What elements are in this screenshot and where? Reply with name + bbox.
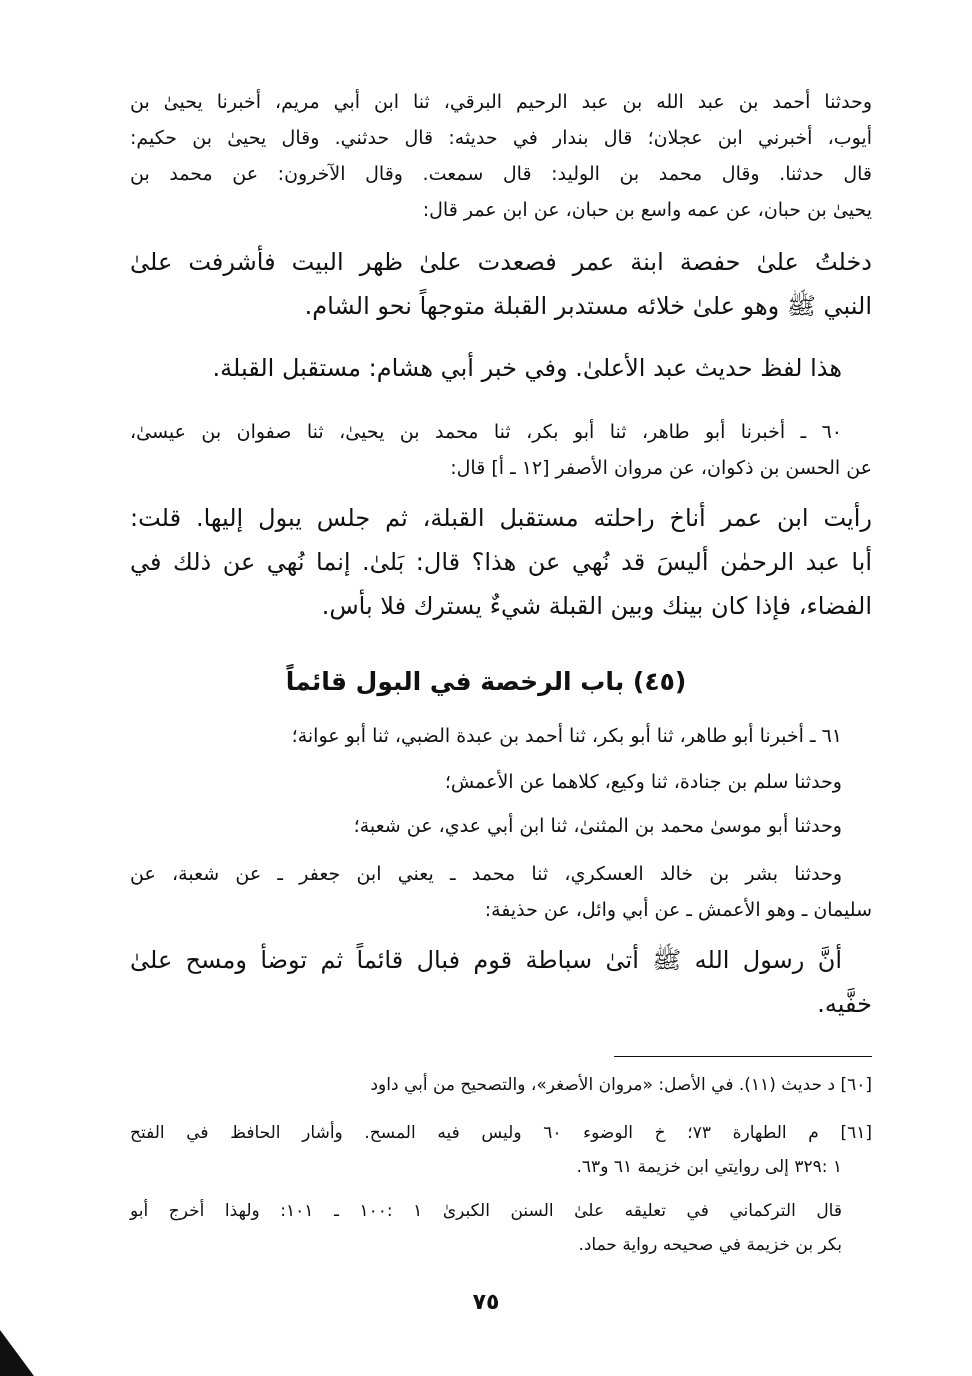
text-line: أبا عبد الرحمٰن أليسَ قد نُهي عن هذا؟ قال: بَلىٰ. إنما نُهي عن ذلك في <box>130 548 872 576</box>
text-line: قال التركماني في تعليقه علىٰ السنن الكبرىٰ ١ :١٠٠ ـ ١٠١: ولهذا أخرج أبو <box>130 1201 842 1221</box>
footnote-61-note <box>130 1194 842 1262</box>
page-number: ٧٥ <box>472 1290 500 1315</box>
text-line: ٦٠ ـ أخبرنا أبو طاهر، ثنا أبو بكر، ثنا محمد بن يحيىٰ، ثنا صفوان بن عيسىٰ، <box>130 421 842 443</box>
text-line: يحيىٰ بن حبان، عن عمه واسع بن حبان، عن ابن عمر قال: <box>422 199 872 221</box>
isnad-paragraph-60-cont <box>130 450 872 486</box>
footnote-61-cont <box>130 1150 842 1184</box>
footnote-61 <box>130 1116 872 1150</box>
hadith-text-60 <box>130 496 872 628</box>
hadith-text-61 <box>130 938 842 982</box>
text-line: وحدثنا أحمد بن عبد الله بن عبد الرحيم البرقي، ثنا ابن أبي مريم، أخبرنا يحيىٰ بن <box>130 91 872 113</box>
footnote-60 <box>150 1068 872 1102</box>
text-line: ٦١ ـ أخبرنا أبو طاهر، ثنا أبو بكر، ثنا أحمد بن عبدة الضبي، ثنا أبو عوانة؛ <box>291 725 842 747</box>
text-line: أيوب، أخبرني ابن عجلان؛ قال بندار في حديثه: قال حدثني. وقال يحيىٰ بن حكيم: <box>130 127 872 149</box>
isnad-paragraph-61c <box>170 808 842 844</box>
text-line: ١ :٣٢٩ إلى روايتي ابن خزيمة ٦١ و٦٣. <box>576 1157 842 1177</box>
scan-corner-mark <box>0 1330 34 1376</box>
text-line: وحدثنا أبو موسىٰ محمد بن المثنىٰ، ثنا ابن أبي عدي، عن شعبة؛ <box>353 815 842 837</box>
text-line: أنَّ رسول الله ﷺ أتىٰ سباطة قوم فبال قائماً ثم توضأ ومسح علىٰ <box>130 946 842 974</box>
text-line: سليمان ـ وهو الأعمش ـ عن أبي وائل، عن حذيفة: <box>484 899 872 921</box>
text-line: النبي ﷺ وهو علىٰ خلائه مستدبر القبلة متوجهاً نحو الشام. <box>304 292 872 320</box>
isnad-paragraph-61d-cont <box>130 892 872 928</box>
text-line: هذا لفظ حديث عبد الأعلىٰ. وفي خبر أبي هشام: مستقبل القبلة. <box>212 354 842 382</box>
text-line: وحدثنا سلم بن جنادة، ثنا وكيع، كلاهما عن الأعمش؛ <box>444 771 842 793</box>
hadith-text-61-cont <box>130 982 872 1026</box>
text-line: عن الحسن بن ذكوان، عن مروان الأصفر [١٢ ـ أ] قال: <box>450 457 872 479</box>
isnad-paragraph-60 <box>130 414 842 450</box>
text-line: قال حدثنا. وقال محمد بن الوليد: قال سمعت. وقال الآخرون: عن محمد بن <box>130 163 872 185</box>
text-line: [٦١] م الطهارة ٧٣؛ خ الوضوء ٦٠ وليس فيه المسح. وأشار الحافظ في الفتح <box>130 1123 872 1143</box>
text-line: بكر بن خزيمة في صحيحه رواية حماد. <box>578 1235 842 1255</box>
text-line: رأيت ابن عمر أناخ راحلته مستقبل القبلة، ثم جلس يبول إليها. قلت: <box>130 504 872 532</box>
commentary-paragraph <box>130 346 842 390</box>
isnad-paragraph-61 <box>170 718 842 754</box>
isnad-paragraph-61d <box>130 856 842 892</box>
text-line: الفضاء، فإذا كان بينك وبين القبلة شيءٌ يسترك فلا بأس. <box>321 592 872 620</box>
isnad-paragraph-61b <box>170 764 842 800</box>
footnote-separator <box>614 1056 872 1057</box>
isnad-paragraph-1 <box>130 84 872 228</box>
chapter-heading: (٤٥) باب الرخصة في البول قائماً <box>285 667 687 696</box>
text-line: خفَّيه. <box>817 990 872 1018</box>
hadith-text-1 <box>130 240 872 328</box>
text-line: وحدثنا بشر بن خالد العسكري، ثنا محمد ـ يعني ابن جعفر ـ عن شعبة، عن <box>130 863 842 885</box>
text-line: [٦٠] د حديث (١١). في الأصل: «مروان الأصغر»، والتصحيح من أبي داود <box>370 1075 872 1095</box>
text-line: دخلتُ علىٰ حفصة ابنة عمر فصعدت علىٰ ظهر البيت فأشرفت علىٰ <box>130 248 872 276</box>
